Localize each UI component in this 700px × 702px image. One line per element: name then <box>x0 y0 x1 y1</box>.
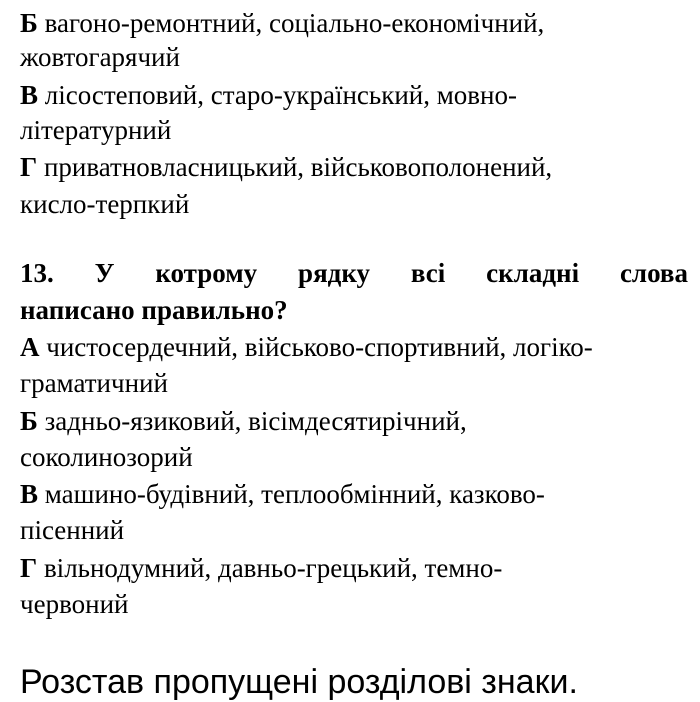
option-letter: В <box>20 479 39 509</box>
option-b-line1 <box>20 405 467 437</box>
question-word: котрому <box>155 258 258 288</box>
option-letter: Г <box>20 553 38 583</box>
option-b-line2: соколинозорий <box>20 442 193 472</box>
option-a-line1 <box>20 331 593 363</box>
question-13-line1 <box>20 257 688 289</box>
option-letter: А <box>20 332 40 362</box>
option-text: задньо-язиковий, вісімдесятирічний, <box>37 406 467 436</box>
question-word: 13. <box>20 258 54 288</box>
instruction-text: Розстав пропущені розділові знаки. <box>20 663 578 701</box>
option-text: лісостеповий, старо-український, мовно- <box>38 80 517 110</box>
option-text: вільнодумний, давньо-грецький, темно- <box>37 553 503 583</box>
prev-option-v-line2: літературний <box>20 115 172 145</box>
option-text: приватновласницький, військовополонений, <box>37 152 553 182</box>
option-h-line2: червоний <box>20 589 129 619</box>
prev-option-h-line1 <box>20 151 552 183</box>
prev-option-h-line2: кисло-терпкий <box>20 189 190 219</box>
prev-option-v-line1 <box>20 79 517 111</box>
option-a-line2: граматичний <box>20 368 168 398</box>
prev-option-b-line2: жовтогарячий <box>20 42 180 72</box>
option-letter: Б <box>20 406 38 436</box>
option-v-line2: пісенний <box>20 515 125 545</box>
option-letter: В <box>20 80 39 110</box>
question-word: слова <box>619 258 688 288</box>
question-13-line2: написано правильно? <box>20 295 288 325</box>
option-text: вагоно-ремонтний, соціально-економічний, <box>37 8 545 38</box>
question-word: рядку <box>298 258 371 288</box>
option-letter: Б <box>20 8 38 38</box>
option-h-line1 <box>20 552 502 584</box>
option-v-line1 <box>20 478 545 510</box>
question-word: всі <box>410 258 446 288</box>
option-text: чистосердечний, військово-спортивний, логіко- <box>39 332 593 362</box>
question-word: У <box>94 258 115 288</box>
option-text: машино-будівний, теплообмінний, казково- <box>38 479 545 509</box>
option-letter: Г <box>20 152 38 182</box>
question-word: складні <box>486 258 580 288</box>
prev-option-b-line1 <box>20 7 544 39</box>
